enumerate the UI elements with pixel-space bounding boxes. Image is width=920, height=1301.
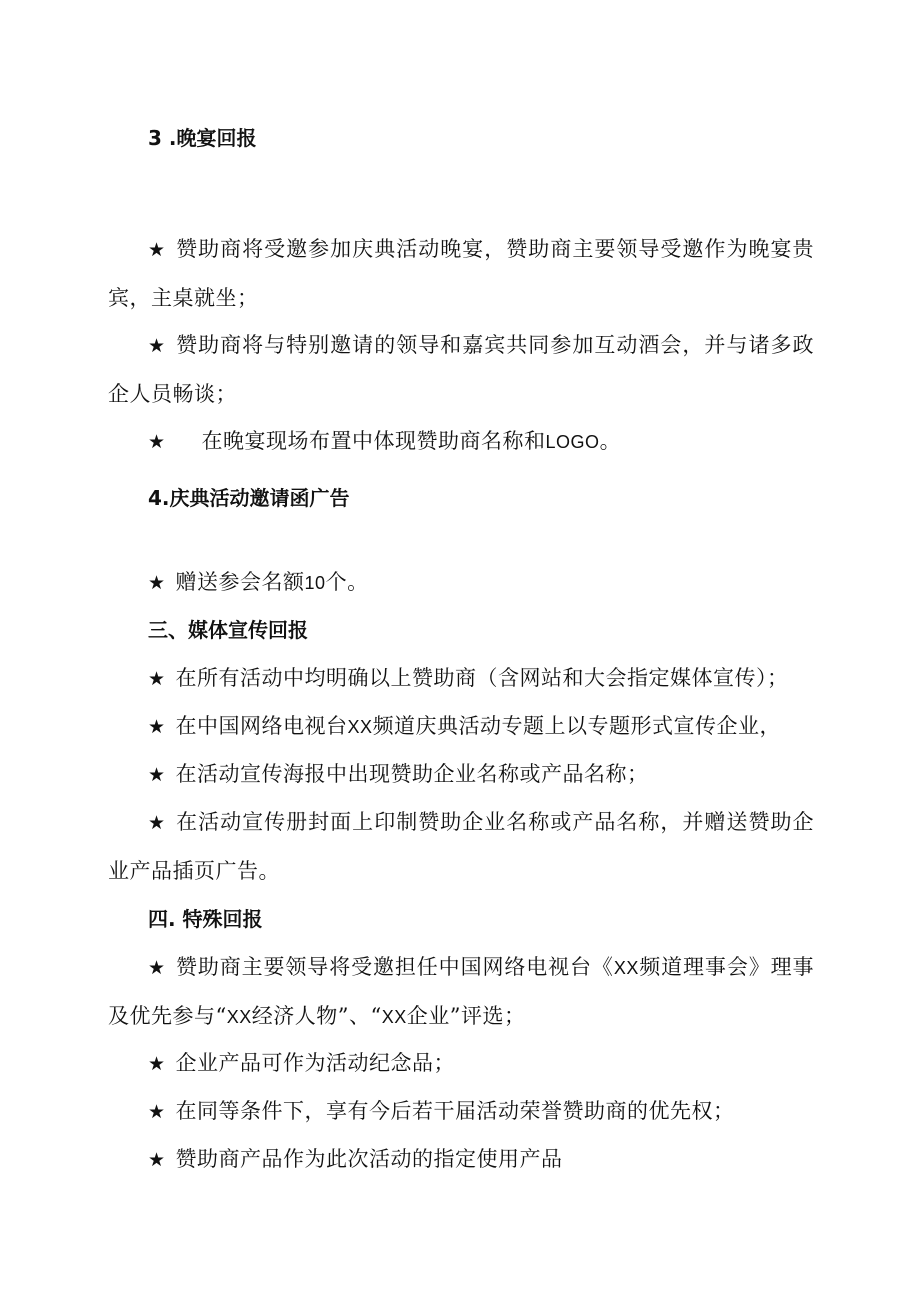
bullet-cocktail xyxy=(108,321,814,418)
bullet-text: 在活动宣传册封面上印制赞助企业名称或产品名称，并赠送赞助企业产品插页广告。 xyxy=(108,810,814,883)
seat-count: 10 xyxy=(304,573,326,593)
channel-xx: XX xyxy=(347,717,373,737)
bullet-text: 赠送参会名额 xyxy=(175,570,305,594)
bullet-poster xyxy=(108,750,814,799)
bullet-text-end: 企业”评选； xyxy=(406,1004,526,1028)
bullet-text-end: 个。 xyxy=(325,570,369,594)
bullet-text: 经济人物”、“ xyxy=(251,1004,382,1028)
section-heading-banquet: 3 .晚宴回报 xyxy=(148,126,257,150)
bullet-cntv-feature xyxy=(108,702,814,751)
bullet-text: 频道理事会》理事及优先参与“ xyxy=(108,955,814,1028)
bullet-designated-product xyxy=(108,1135,814,1184)
bullet-logo-display xyxy=(108,417,814,466)
star-icon: ★ xyxy=(148,431,166,453)
bullet-text: 赞助商产品作为此次活动的指定使用产品 xyxy=(175,1147,563,1171)
section-heading-invitation: 4.庆典活动邀请函广告 xyxy=(148,486,350,510)
section-heading-media: 三、媒体宣传回报 xyxy=(148,618,308,642)
bullet-council-member xyxy=(108,943,814,1041)
bullet-text: 在中国网络电视台 xyxy=(175,714,348,738)
bullet-souvenir xyxy=(108,1039,814,1088)
star-icon: ★ xyxy=(148,668,166,690)
bullet-text: 赞助商主要领导将受邀担任中国网络电视台《 xyxy=(175,955,614,979)
star-icon: ★ xyxy=(148,957,166,979)
star-icon: ★ xyxy=(148,572,166,594)
bullet-text-end: 。 xyxy=(599,429,622,453)
bullet-text: 在晚宴现场布置中体现赞助商名称和 xyxy=(201,429,546,453)
star-icon: ★ xyxy=(148,335,166,357)
award-xx: XX xyxy=(226,1007,252,1027)
star-icon: ★ xyxy=(148,239,166,261)
star-icon: ★ xyxy=(148,1149,166,1171)
bullet-text-end: 频道庆典活动专题上以专题形式宣传企业， xyxy=(372,714,782,738)
bullet-text: 企业产品可作为活动纪念品； xyxy=(175,1051,456,1075)
bullet-text: 在活动宣传海报中出现赞助企业名称或产品名称； xyxy=(175,762,649,786)
star-icon: ★ xyxy=(148,1101,166,1123)
star-icon: ★ xyxy=(148,764,166,786)
star-icon: ★ xyxy=(148,716,166,738)
bullet-text: 在所有活动中均明确以上赞助商（含网站和大会指定媒体宣传）； xyxy=(175,666,789,690)
bullet-text: 赞助商将与特别邀请的领导和嘉宾共同参加互动酒会，并与诸多政企人员畅谈； xyxy=(108,333,814,406)
bullet-free-seats xyxy=(108,558,814,607)
section-heading-special: 四. 特殊回报 xyxy=(148,907,263,931)
bullet-text: 赞助商将受邀参加庆典活动晚宴，赞助商主要领导受邀作为晚宴贵宾，主桌就坐； xyxy=(108,237,814,310)
bullet-priority xyxy=(108,1087,814,1136)
channel-xx: XX xyxy=(613,958,639,978)
bullet-brochure xyxy=(108,798,814,895)
bullet-media-all-events xyxy=(108,654,814,703)
bullet-text: 在同等条件下，享有今后若干届活动荣誉赞助商的优先权； xyxy=(175,1099,735,1123)
award-xx: XX xyxy=(381,1007,407,1027)
logo-text: LOGO xyxy=(545,432,600,452)
star-icon: ★ xyxy=(148,812,166,834)
bullet-banquet-invite xyxy=(108,225,814,322)
star-icon: ★ xyxy=(148,1053,166,1075)
